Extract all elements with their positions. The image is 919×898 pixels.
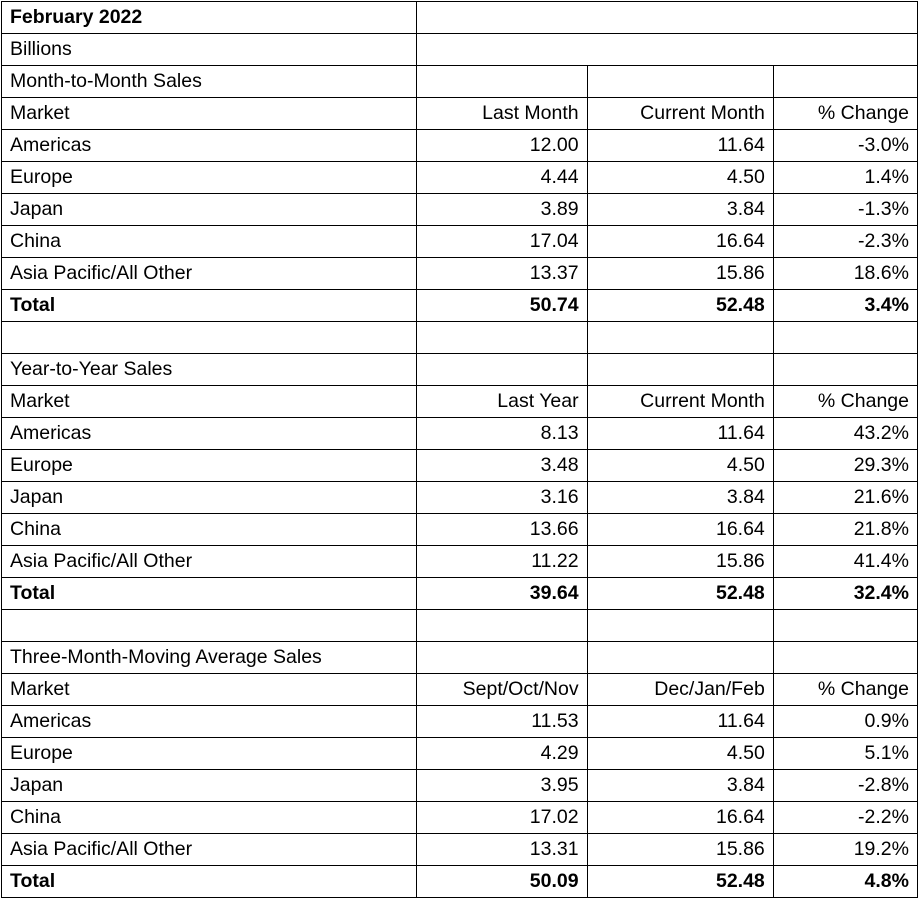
cell-change: 29.3% xyxy=(773,450,917,482)
cell-market: Japan xyxy=(2,194,417,226)
cell-prev: 3.48 xyxy=(417,450,587,482)
period-title: February 2022 xyxy=(2,2,417,34)
cell-change: -3.0% xyxy=(773,130,917,162)
cell-prev: 3.89 xyxy=(417,194,587,226)
col-header-market-3: Market xyxy=(2,674,417,706)
cell-change: 41.4% xyxy=(773,546,917,578)
cell-curr: 16.64 xyxy=(587,802,773,834)
cell-curr: 3.84 xyxy=(587,770,773,802)
cell-prev: 17.02 xyxy=(417,802,587,834)
cell-total-curr: 52.48 xyxy=(587,290,773,322)
cell-curr: 3.84 xyxy=(587,194,773,226)
cell-change: 5.1% xyxy=(773,738,917,770)
spacer-cell-market xyxy=(2,322,417,354)
cell-curr: 11.64 xyxy=(587,130,773,162)
cell-total-prev: 50.74 xyxy=(417,290,587,322)
spacer-cell-market xyxy=(2,610,417,642)
table-row-total xyxy=(2,866,918,898)
col-header-curr-2: Current Month xyxy=(587,386,773,418)
cell-prev: 11.22 xyxy=(417,546,587,578)
cell-market: China xyxy=(2,802,417,834)
table-row xyxy=(2,450,918,482)
table-row xyxy=(2,226,918,258)
cell-change: 21.6% xyxy=(773,482,917,514)
cell-change: 21.8% xyxy=(773,514,917,546)
cell-prev: 4.29 xyxy=(417,738,587,770)
table-row xyxy=(2,258,918,290)
spacer-cell-change xyxy=(773,610,917,642)
cell-curr: 15.86 xyxy=(587,834,773,866)
units-filler xyxy=(417,34,918,66)
table-row xyxy=(2,770,918,802)
table-row-units xyxy=(2,34,918,66)
section-3-title-blank-b xyxy=(587,642,773,674)
cell-change: 0.9% xyxy=(773,706,917,738)
cell-total-label: Total xyxy=(2,578,417,610)
cell-change: -1.3% xyxy=(773,194,917,226)
column-header-row-1 xyxy=(2,98,918,130)
table-row-total xyxy=(2,578,918,610)
cell-prev: 11.53 xyxy=(417,706,587,738)
table-row xyxy=(2,194,918,226)
sales-report-table xyxy=(1,1,918,898)
cell-market: Europe xyxy=(2,450,417,482)
cell-total-change: 3.4% xyxy=(773,290,917,322)
cell-market: Americas xyxy=(2,706,417,738)
cell-curr: 16.64 xyxy=(587,514,773,546)
spacer-cell-change xyxy=(773,322,917,354)
cell-change: 1.4% xyxy=(773,162,917,194)
cell-prev: 13.37 xyxy=(417,258,587,290)
units-label: Billions xyxy=(2,34,417,66)
cell-total-prev: 50.09 xyxy=(417,866,587,898)
cell-market: Asia Pacific/All Other xyxy=(2,834,417,866)
cell-market: Japan xyxy=(2,482,417,514)
cell-curr: 4.50 xyxy=(587,162,773,194)
section-2-title-blank-b xyxy=(587,354,773,386)
table-row xyxy=(2,834,918,866)
section-title-3: Three-Month-Moving Average Sales xyxy=(2,642,417,674)
col-header-change-1: % Change xyxy=(773,98,917,130)
table-row xyxy=(2,514,918,546)
cell-prev: 17.04 xyxy=(417,226,587,258)
cell-curr: 15.86 xyxy=(587,546,773,578)
section-2-title-blank-a xyxy=(417,354,587,386)
cell-total-curr: 52.48 xyxy=(587,866,773,898)
col-header-prev-2: Last Year xyxy=(417,386,587,418)
column-header-row-2 xyxy=(2,386,918,418)
section-title-row-3 xyxy=(2,642,918,674)
col-header-curr-3: Dec/Jan/Feb xyxy=(587,674,773,706)
cell-market: Europe xyxy=(2,162,417,194)
cell-prev: 13.66 xyxy=(417,514,587,546)
cell-curr: 11.64 xyxy=(587,706,773,738)
cell-curr: 4.50 xyxy=(587,450,773,482)
section-1-title-blank-a xyxy=(417,66,587,98)
section-title-row-2 xyxy=(2,354,918,386)
cell-market: Americas xyxy=(2,418,417,450)
cell-curr: 16.64 xyxy=(587,226,773,258)
cell-market: China xyxy=(2,226,417,258)
cell-curr: 15.86 xyxy=(587,258,773,290)
col-header-change-2: % Change xyxy=(773,386,917,418)
cell-prev: 4.44 xyxy=(417,162,587,194)
col-header-market-2: Market xyxy=(2,386,417,418)
section-title-row-1 xyxy=(2,66,918,98)
cell-total-change: 4.8% xyxy=(773,866,917,898)
cell-total-label: Total xyxy=(2,290,417,322)
section-spacer-row xyxy=(2,322,918,354)
cell-total-curr: 52.48 xyxy=(587,578,773,610)
table-row xyxy=(2,738,918,770)
table-row xyxy=(2,706,918,738)
cell-market: Europe xyxy=(2,738,417,770)
section-3-title-blank-c xyxy=(773,642,917,674)
cell-total-label: Total xyxy=(2,866,417,898)
table-row xyxy=(2,162,918,194)
spacer-cell-curr xyxy=(587,610,773,642)
table-row xyxy=(2,482,918,514)
cell-market: Asia Pacific/All Other xyxy=(2,258,417,290)
cell-change: -2.3% xyxy=(773,226,917,258)
cell-total-prev: 39.64 xyxy=(417,578,587,610)
spacer-cell-curr xyxy=(587,322,773,354)
cell-curr: 4.50 xyxy=(587,738,773,770)
cell-prev: 8.13 xyxy=(417,418,587,450)
cell-prev: 12.00 xyxy=(417,130,587,162)
period-title-filler xyxy=(417,2,918,34)
cell-change: -2.8% xyxy=(773,770,917,802)
table-row-total xyxy=(2,290,918,322)
cell-total-change: 32.4% xyxy=(773,578,917,610)
cell-market: Japan xyxy=(2,770,417,802)
cell-prev: 3.16 xyxy=(417,482,587,514)
cell-prev: 3.95 xyxy=(417,770,587,802)
col-header-change-3: % Change xyxy=(773,674,917,706)
section-1-title-blank-c xyxy=(773,66,917,98)
cell-change: 18.6% xyxy=(773,258,917,290)
section-title-1: Month-to-Month Sales xyxy=(2,66,417,98)
section-3-title-blank-a xyxy=(417,642,587,674)
section-2-title-blank-c xyxy=(773,354,917,386)
cell-curr: 11.64 xyxy=(587,418,773,450)
spacer-cell-prev xyxy=(417,322,587,354)
spacer-cell-prev xyxy=(417,610,587,642)
table-row xyxy=(2,546,918,578)
section-title-2: Year-to-Year Sales xyxy=(2,354,417,386)
section-spacer-row xyxy=(2,610,918,642)
table-row-period xyxy=(2,2,918,34)
cell-market: Asia Pacific/All Other xyxy=(2,546,417,578)
col-header-prev-3: Sept/Oct/Nov xyxy=(417,674,587,706)
cell-curr: 3.84 xyxy=(587,482,773,514)
cell-market: Americas xyxy=(2,130,417,162)
col-header-market-1: Market xyxy=(2,98,417,130)
column-header-row-3 xyxy=(2,674,918,706)
cell-market: China xyxy=(2,514,417,546)
table-row xyxy=(2,418,918,450)
table-row xyxy=(2,802,918,834)
table-row xyxy=(2,130,918,162)
cell-change: 19.2% xyxy=(773,834,917,866)
col-header-prev-1: Last Month xyxy=(417,98,587,130)
cell-prev: 13.31 xyxy=(417,834,587,866)
cell-change: -2.2% xyxy=(773,802,917,834)
col-header-curr-1: Current Month xyxy=(587,98,773,130)
cell-change: 43.2% xyxy=(773,418,917,450)
section-1-title-blank-b xyxy=(587,66,773,98)
